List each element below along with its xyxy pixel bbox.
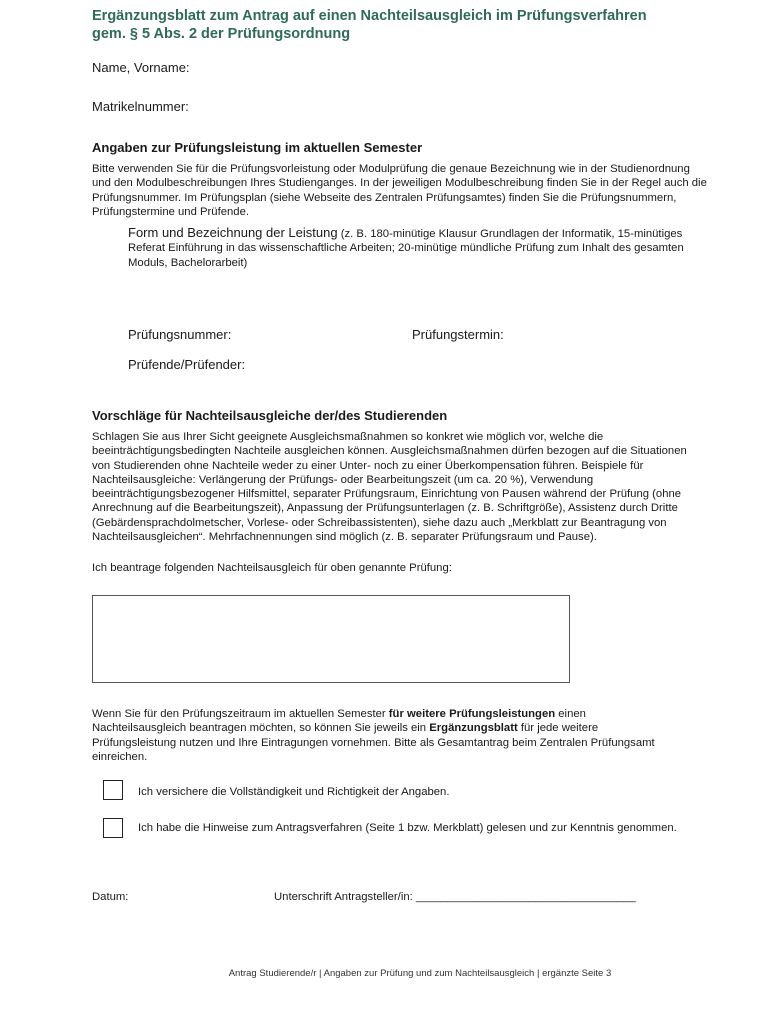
- further-exams-note: [92, 707, 662, 764]
- name-field-label: Name, Vorname:: [92, 60, 190, 75]
- note-bold-2: Ergänzungsblatt: [429, 722, 518, 735]
- pruefungsnummer-label: Prüfungsnummer:: [128, 327, 232, 342]
- note-part-2: einen Nachteilsausgleich beantragen möchten, so können Sie jeweils ein: [92, 708, 586, 735]
- datum-label: Datum:: [92, 891, 129, 903]
- note-bold-1: für weitere Prüfungsleistungen: [388, 708, 556, 720]
- section1-intro: Bitte verwenden Sie für die Prüfungsvorleistung oder Modulprüfung die genaue Bezeichnung wie in der Studienordnung und den Modulbeschreibungen Ihres Studienganges. In der jeweiligen Modulbeschreibung finden Sie in der Regel auch die Prüfungsnummer. Im Prüfungsplan (siehe Webseite des Zentralen Prüfungsamtes) finden Sie die Prüfungsnummern, Prüfungstermine und Prüfende.: [92, 163, 707, 218]
- completeness-checkbox[interactable]: [103, 780, 123, 800]
- form-bezeichnung-text: [128, 226, 703, 270]
- title-line-2: gem. § 5 Abs. 2 der Prüfungsordnung: [92, 25, 351, 42]
- pruefende-label: Prüfende/Prüfender:: [128, 357, 246, 372]
- page-footer: Antrag Studierende/r | Angaben zur Prüfung und zum Nachteilsausgleich | ergänzte Seite 3: [228, 968, 612, 979]
- document-title: [92, 8, 732, 43]
- section2-intro: Schlagen Sie aus Ihrer Sicht geeignete Ausgleichsmaßnahmen so konkret wie möglich vor, welche die beeinträchtigungsbedingten Nachteile ausgleichen können. Ausgleichsmaßnahmen dürfen bezogen auf die Situationen von Studierenden ohne Nachteile weder zu einer Unter- noch zu einer Überkompensation führen. Beispiele für Nachteilsausgleiche: Verlängerung der Prüfungs- oder Bearbeitungszeit (um ca. 20 %), Verwendung beeinträchtigungsbezogener Hilfsmittel, separater Prüfungsraum, Einrichtung von Pausen während der Prüfung (ohne Anrechnung auf die Bearbeitungszeit), Anpassung der Prüfungsunterlagen (z. B. Schriftgröße), Assistenz durch Dritte (Gebärdensprachdolmetscher, Vorlese- oder Schreibassistenten), siehe dazu auch „Merkblatt zur Beantragung von Nachteilsausgleichen“. Mehrfachnennungen sind möglich (z. B. separater Prüfungsraum und Pause).: [92, 431, 687, 544]
- hinweise-checkbox[interactable]: [103, 818, 123, 838]
- section-heading-vorschlaege: Vorschläge für Nachteilsausgleiche der/des Studierenden: [92, 408, 448, 423]
- request-statement: Ich beantrage folgenden Nachteilsausgleich für oben genannte Prüfung:: [92, 562, 452, 574]
- section-heading-pruefungsleistung: Angaben zur Prüfungsleistung im aktuellen Semester: [92, 140, 423, 155]
- form-bezeichnung-examples: (z. B. 180-minütige Klausur Grundlagen der Informatik, 15-minütiges Referat Einführung in das wissenschaftliche Arbeiten; 20-minütige mündliche Prüfung zum Inhalt des gesamten Moduls, Bachelorarbeit): [128, 228, 684, 269]
- title-line-1: Ergänzungsblatt zum Antrag auf einen Nachteilsausgleich im Prüfungsverfahren: [92, 8, 647, 24]
- nachteilsausgleich-textbox[interactable]: [92, 595, 570, 683]
- completeness-checkbox-label: Ich versichere die Vollständigkeit und Richtigkeit der Angaben.: [138, 786, 450, 798]
- hinweise-checkbox-label: Ich habe die Hinweise zum Antragsverfahren (Seite 1 bzw. Merkblatt) gelesen und zur Kenntnis genommen.: [138, 822, 677, 834]
- form-bezeichnung-label: Form und Bezeichnung der Leistung: [128, 225, 338, 240]
- note-part-3: für jede weitere Prüfungsleistung nutzen und Ihre Eintragungen vornehmen. Bitte als Gesamtantrag beim Zentralen Prüfungsamt einreichen.: [92, 722, 655, 763]
- matrikel-field-label: Matrikelnummer:: [92, 99, 189, 114]
- unterschrift-line: Unterschrift Antragsteller/in: ___________________________________: [274, 891, 636, 903]
- note-part-1: Wenn Sie für den Prüfungszeitraum im aktuellen Semester: [92, 708, 389, 720]
- pruefungstermin-label: Prüfungstermin:: [412, 327, 504, 342]
